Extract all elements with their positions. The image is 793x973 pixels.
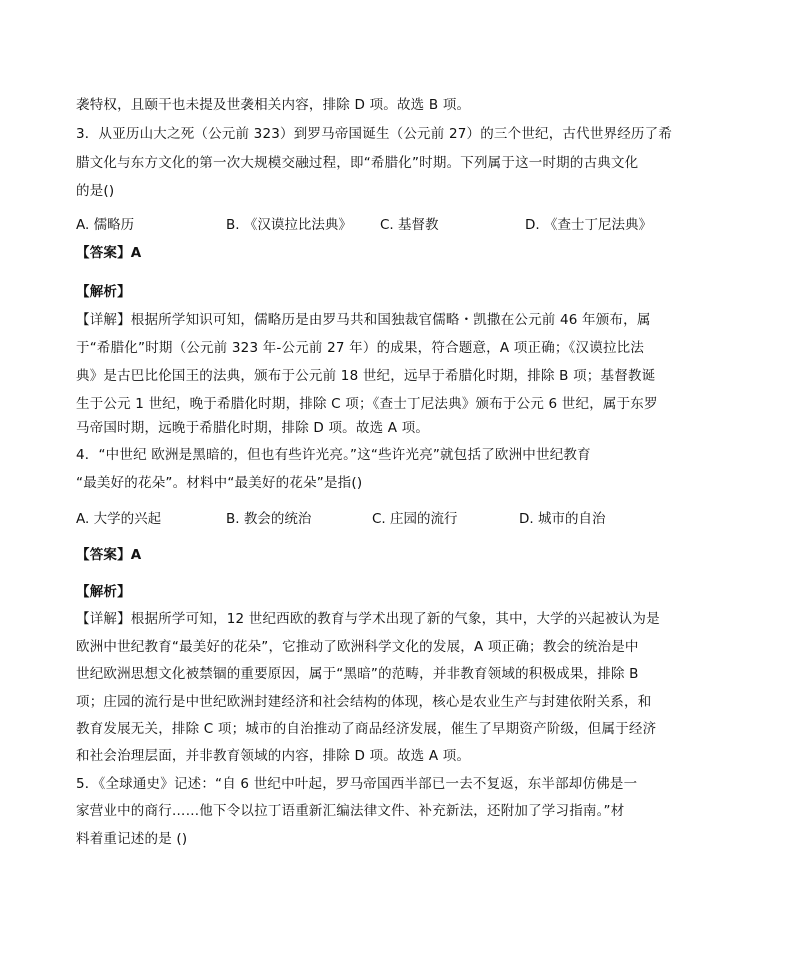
q4-analysis-heading: 【解析】 [76,584,131,600]
question-5-text: 料着重记述的是 () [76,831,188,847]
question-3-text: 的是() [76,183,115,199]
q4-option-c: C. 庄园的流行 [372,511,458,527]
q4-answer: 【答案】A [76,547,142,563]
q3-option-c: C. 基督教 [380,217,439,233]
q4-detail-text: 教育发展无关，排除 C 项；城市的自治推动了商品经济发展，催生了早期资产阶级，但属于经济 [76,721,657,737]
q3-answer: 【答案】A [76,245,142,261]
q3-detail-text: 典》是古巴比伦国王的法典，颁布于公元前 18 世纪，远早于希腊化时期，排除 B 项；基督教诞 [76,368,656,384]
q4-detail-text: 项；庄园的流行是中世纪欧洲封建经济和社会结构的体现，核心是农业生产与封建依附关系，和 [76,694,652,710]
question-4-text: “最美好的花朵”。材料中“最美好的花朵”是指() [76,475,363,491]
q4-option-a: A. 大学的兴起 [76,511,162,527]
question-3-text: 腊文化与东方文化的第一次大规模交融过程，即“希腊化”时期。下列属于这一时期的古典文化 [76,155,639,171]
q4-detail-text: 世纪欧洲思想文化被禁锢的重要原因，属于“黑暗”的范畴，并非教育领域的积极成果，排除 B [76,666,639,682]
q3-option-b: B. 《汉谟拉比法典》 [226,217,352,233]
q3-option-d: D. 《查士丁尼法典》 [525,217,652,233]
q3-detail-text: 马帝国时期，远晚于希腊化时期，排除 D 项。故选 A 项。 [76,420,430,436]
q3-detail-text: 于“希腊化”时期（公元前 323 年-公元前 27 年）的成果，符合题意，A 项正确；《汉谟拉比法 [76,340,645,356]
q4-option-d: D. 城市的自治 [519,511,606,527]
q3-option-a: A. 儒略历 [76,217,135,233]
question-4-text: 4．“中世纪 欧洲是黑暗的，但也有些许光亮。”这“些许光亮”就包括了欧洲中世纪教育 [76,447,591,463]
q3-analysis-heading: 【解析】 [76,284,131,300]
q4-detail-text: 和社会治理层面，并非教育领域的内容，排除 D 项。故选 A 项。 [76,748,471,764]
q4-detail-text: 欧洲中世纪教育“最美好的花朵”，它推动了欧洲科学文化的发展，A 项正确；教会的统治是中 [76,639,639,655]
q3-detail-text: 生于公元 1 世纪，晚于希腊化时期，排除 C 项；《查士丁尼法典》颁布于公元 6 世纪，属于东罗 [76,396,658,412]
text-line: 袭特权，且颐干也未提及世袭相关内容，排除 D 项。故选 B 项。 [76,97,471,113]
question-5-text: 5．《全球通史》记述：“自 6 世纪中叶起，罗马帝国西半部已一去不复返，东半部却仿佛是一 [76,776,638,792]
q4-option-b: B. 教会的统治 [226,511,312,527]
question-5-text: 家营业中的商行……他下令以拉丁语重新汇编法律文件、补充新法，还附加了学习指南。”材 [76,803,625,819]
q4-detail-text: 【详解】根据所学可知，12 世纪西欧的教育与学术出现了新的气象，其中，大学的兴起被认为是 [76,611,660,627]
q3-detail-text: 【详解】根据所学知识可知，儒略历是由罗马共和国独裁官儒略・凯撒在公元前 46 年颁布，属 [76,312,651,328]
question-3-text: 3．从亚历山大之死（公元前 323）到罗马帝国诞生（公元前 27）的三个世纪，古代世界经历了希 [76,126,673,142]
